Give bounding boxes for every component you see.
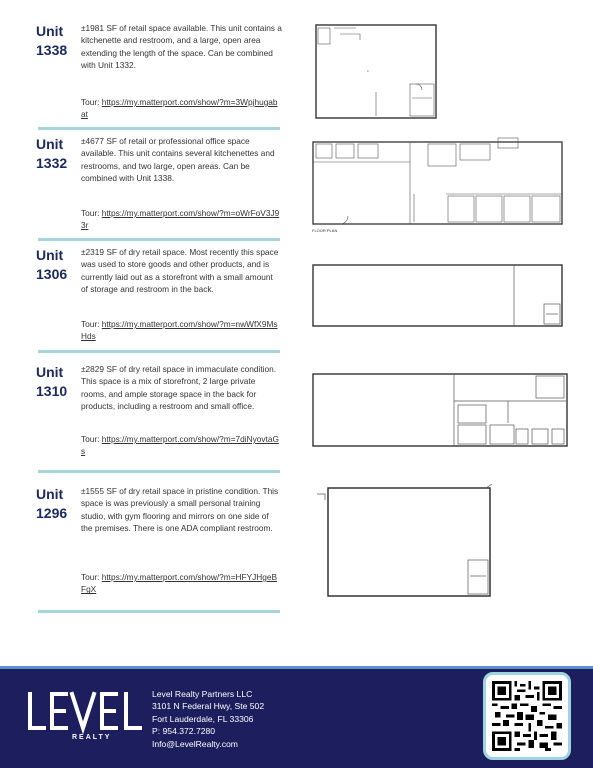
unit-title (36, 135, 76, 173)
tour-link[interactable]: https://my.matterport.com/show/?m=HFYJHgeBFgX (81, 572, 278, 595)
unit-1338-block (36, 22, 282, 122)
svg-text:≡: ≡ (367, 69, 369, 73)
floor-plan-icon (316, 484, 496, 602)
unit-number: 1332 (36, 155, 68, 171)
unit-title (36, 246, 76, 284)
qr-code-icon (492, 681, 562, 751)
unit-tour (81, 433, 282, 458)
unit-tour (81, 96, 282, 121)
floor-plan-1332 (310, 132, 566, 234)
tour-link[interactable]: https://my.matterport.com/show/?m=oWrFoV3J93r (81, 208, 280, 231)
section-divider (38, 610, 280, 613)
footer-accent-line (0, 666, 593, 669)
floor-plan-icon (310, 262, 566, 330)
floor-plan-1306 (310, 262, 566, 330)
section-divider (38, 238, 280, 241)
unit-title-word: Unit (36, 23, 64, 39)
unit-1306-block (36, 246, 282, 346)
address-line-1: 3101 N Federal Hwy, Ste 502 (152, 701, 265, 712)
unit-number: 1296 (36, 505, 68, 521)
floor-plan-icon (310, 371, 572, 449)
section-divider (38, 127, 280, 130)
unit-tour (81, 207, 282, 232)
tour-label: Tour: (81, 572, 100, 582)
email-address[interactable]: Info@LevelRealty.com (152, 738, 238, 749)
unit-description: ±2319 SF of dry retail space. Most recently this space was used to store goods and other products, and is currently laid out as a storefront with a small amount of storage and restroom in the back. (81, 247, 279, 294)
section-divider (38, 470, 280, 473)
unit-description: ±2829 SF of dry retail space in immaculate condition. This space is a mix of storefront, 2 large private rooms, and ample storage space in the back for products, including a restroom and small office. (81, 364, 277, 411)
unit-title-word: Unit (36, 364, 64, 380)
unit-title-word: Unit (36, 247, 64, 263)
unit-number: 1338 (36, 42, 68, 58)
unit-number: 1306 (36, 266, 68, 282)
tour-link[interactable]: https://my.matterport.com/show/?m=nwWfX9MsHds (81, 319, 278, 342)
unit-number: 1310 (36, 383, 68, 399)
unit-tour (81, 318, 282, 343)
unit-title (36, 22, 76, 60)
qr-code[interactable] (483, 672, 571, 760)
unit-title-word: Unit (36, 136, 64, 152)
floor-plan-1296 (316, 484, 496, 602)
unit-title (36, 485, 76, 523)
company-name: Level Realty Partners LLC (152, 689, 253, 699)
unit-tour (81, 571, 282, 596)
floor-plan-caption: FLOOR PLAN (312, 228, 338, 233)
phone-number[interactable]: P: 954.372.7280 (152, 726, 216, 737)
unit-description: ±1981 SF of retail space available. This unit contains a kitchenette and restroom, and a large, open area extending the length of the space. Can be combined with Unit 1332. (81, 23, 282, 70)
contact-block (152, 688, 264, 750)
floor-plan-1310 (310, 371, 572, 449)
unit-1332-block (36, 135, 282, 235)
unit-1296-block (36, 485, 282, 595)
unit-description: ±4677 SF of retail or professional office space available. This unit contains several kitchenettes and restrooms, and two large, open areas. Can be combined with Unit 1338. (81, 136, 275, 183)
tour-label: Tour: (81, 319, 100, 329)
tour-link[interactable]: https://my.matterport.com/show/?m=3Wpjhugabat (81, 97, 278, 120)
floor-plan-icon (312, 22, 440, 122)
logo-icon (26, 688, 144, 734)
section-divider (38, 350, 280, 353)
unit-title (36, 363, 76, 401)
floor-plan-icon (310, 132, 566, 234)
unit-1310-block (36, 363, 282, 463)
tour-label: Tour: (81, 208, 100, 218)
logo-subtext: REALTY (72, 734, 112, 741)
unit-description: ±1555 SF of dry retail space in pristine condition. This space is was previously a small personal training studio, with gym flooring and mirrors on one side of the premises. There is one ADA compliant restroom. (81, 486, 279, 533)
address-line-2: Fort Lauderdale, FL 33306 (152, 713, 254, 724)
floor-plan-1338 (312, 22, 440, 122)
tour-label: Tour: (81, 97, 100, 107)
unit-title-word: Unit (36, 486, 64, 502)
tour-link[interactable]: https://my.matterport.com/show/?m=7diNyovtaGs (81, 434, 279, 457)
tour-label: Tour: (81, 434, 100, 444)
